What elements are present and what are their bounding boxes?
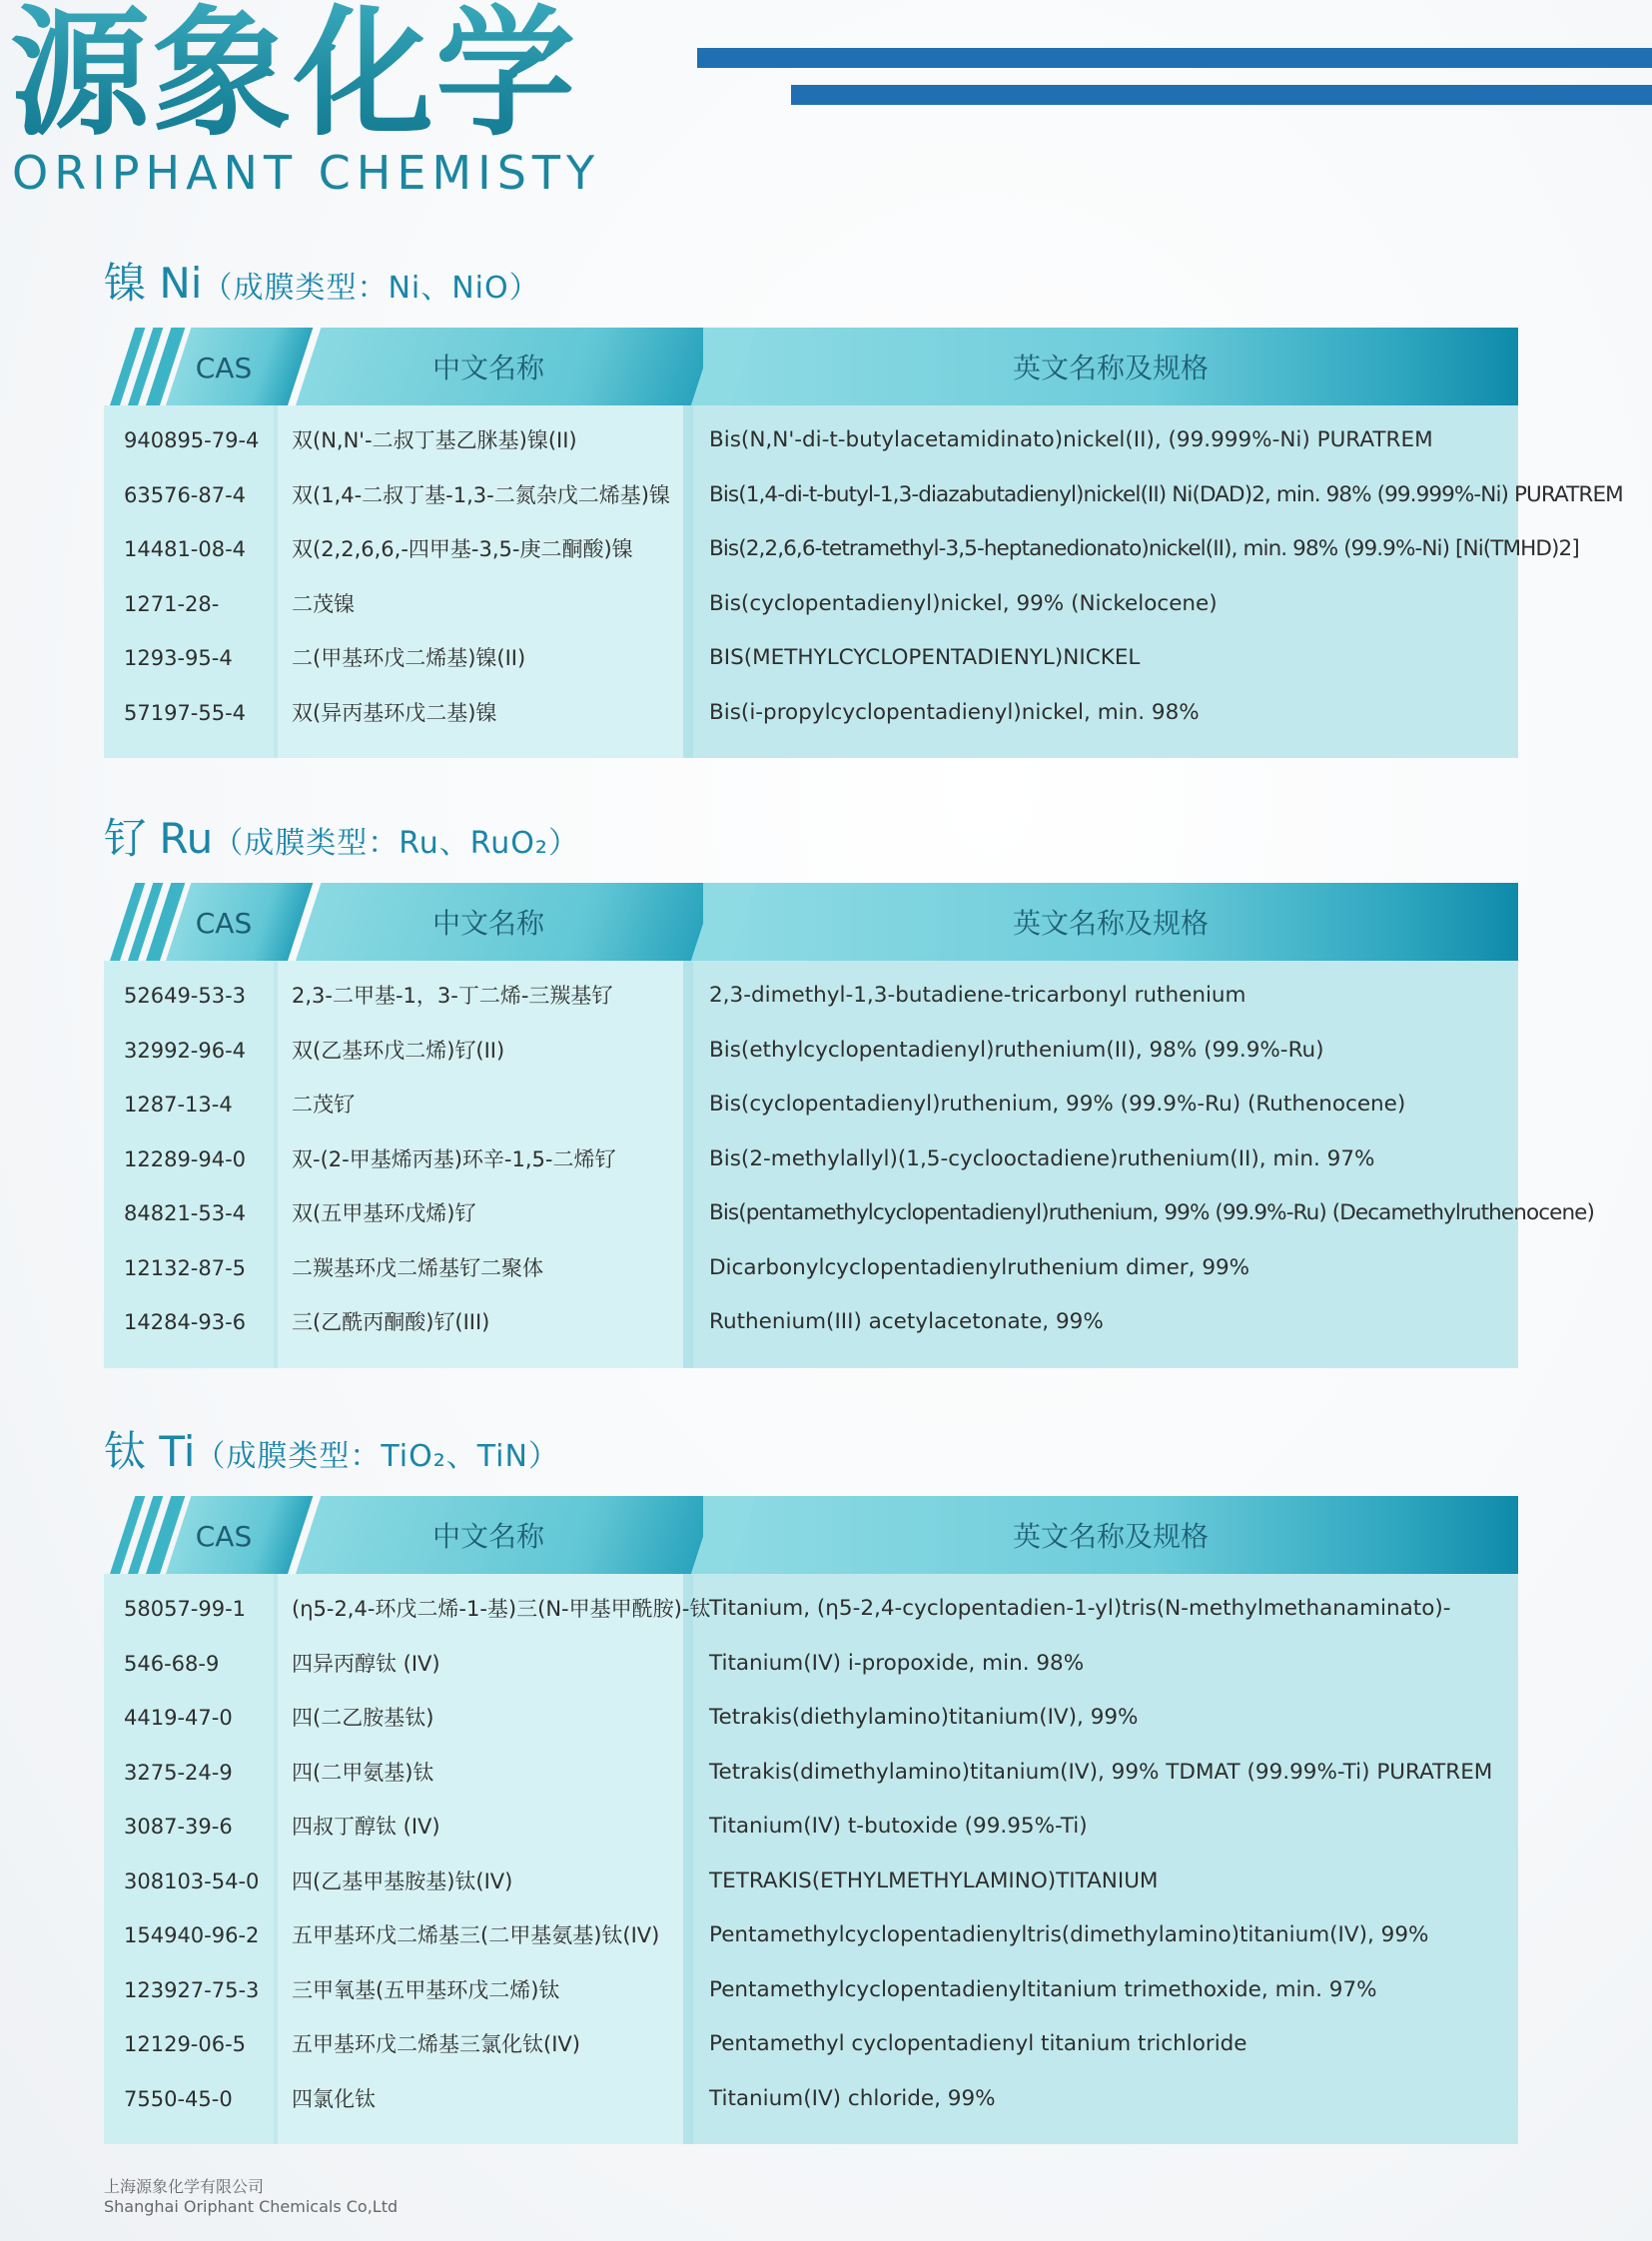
chinese-name: 双(1,4-二叔丁基-1,3-二氮杂戊二烯基)镍 — [292, 482, 670, 507]
cas-number: 12129-06-5 — [124, 2032, 247, 2056]
header-decor-bar — [697, 48, 1652, 68]
cas-number: 14284-93-6 — [124, 1310, 247, 1334]
table-row — [104, 1800, 1518, 1855]
section-title — [104, 811, 579, 872]
header-decor-bar — [791, 85, 1652, 105]
chinese-name: (η5-2,4-环戊二烯-1-基)三(N-甲基甲酰胺)-钛 — [292, 1597, 711, 1621]
table-row — [104, 1295, 1518, 1350]
english-name-spec: Titanium(IV) i-propoxide, min. 98% — [709, 1650, 1085, 1676]
table-row — [104, 468, 1623, 523]
english-name-spec: Bis(cyclopentadienyl)ruthenium, 99% (99.9%-Ru) (Ruthenocene) — [709, 1092, 1406, 1117]
cas-number: 32992-96-4 — [124, 1038, 247, 1063]
header-label-cas: CAS — [195, 1520, 253, 1553]
header-label-cn: 中文名称 — [431, 1520, 544, 1553]
english-name-spec: Bis(2-methylallyl)(1,5-cyclooctadiene)ruthenium(II), min. 97% — [709, 1145, 1375, 1171]
english-name-spec: BIS(METHYLCYCLOPENTADIENYL)NICKEL — [709, 645, 1141, 670]
cas-number: 58057-99-1 — [124, 1597, 247, 1621]
section-title-main: 钌 Ru — [104, 814, 214, 863]
table-row — [104, 1186, 1594, 1241]
table-row — [104, 2017, 1518, 2072]
cas-number: 308103-54-0 — [124, 1868, 260, 1893]
chinese-name: 四(二乙胺基钛) — [292, 1706, 434, 1730]
cas-number: 7550-45-0 — [124, 2086, 233, 2111]
english-name-spec: Titanium(IV) t-butoxide (99.95%-Ti) — [709, 1814, 1088, 1839]
cas-number: 14481-08-4 — [124, 537, 247, 561]
english-name-spec: Titanium(IV) chloride, 99% — [709, 2085, 996, 2111]
table-row — [104, 2072, 1518, 2127]
section-title-sub: （成膜类型：Ni、NiO） — [202, 271, 540, 306]
table-row — [104, 1078, 1518, 1132]
chinese-name: 四氯化钛 — [292, 2086, 376, 2111]
table-row — [104, 1691, 1518, 1746]
english-name-spec: Tetrakis(dimethylamino)titanium(IV), 99% TDMAT (99.99%-Ti) PURATREM — [709, 1759, 1493, 1785]
product-table — [104, 883, 1594, 1368]
cas-number: 4419-47-0 — [124, 1706, 233, 1730]
english-name-spec: Bis(2,2,6,6-tetramethyl-3,5-heptanedionato)nickel(II), min. 98% (99.9%-Ni) [Ni(TMHD)2] — [709, 536, 1579, 561]
english-name-spec: Bis(cyclopentadienyl)nickel, 99% (Nickelocene) — [709, 590, 1218, 616]
brand-logo-en: ORIPHANT CHEMISTY — [12, 146, 601, 200]
cas-number: 12289-94-0 — [124, 1146, 247, 1171]
table-row — [104, 969, 1518, 1024]
table-row — [104, 1963, 1518, 2018]
english-name-spec: Ruthenium(III) acetylacetonate, 99% — [709, 1309, 1104, 1334]
table-header — [104, 328, 1518, 405]
table-row — [104, 1637, 1518, 1692]
product-table — [104, 328, 1623, 758]
chinese-name: 四叔丁醇钛 (IV) — [292, 1815, 440, 1839]
chinese-name: 双(乙基环戊二烯)钌(II) — [292, 1038, 505, 1063]
footer-company-cn: 上海源象化学有限公司 — [104, 2177, 265, 2196]
section-title-main: 镍 Ni — [104, 259, 203, 308]
table-body — [104, 961, 1594, 1368]
cas-number: 84821-53-4 — [124, 1201, 247, 1225]
chinese-name: 2,3-二甲基-1，3-丁二烯-三羰基钌 — [292, 984, 613, 1008]
table-body — [104, 405, 1623, 758]
table-row — [104, 1908, 1518, 1963]
english-name-spec: Bis(pentamethylcyclopentadienyl)ruthenium, 99% (99.9%-Ru) (Decamethylruthenocene) — [709, 1200, 1594, 1225]
header-label-cn: 中文名称 — [431, 352, 544, 384]
table-row — [104, 1582, 1518, 1637]
cas-number: 12132-87-5 — [124, 1255, 247, 1280]
table-body — [104, 1574, 1518, 2144]
product-table — [104, 1496, 1518, 2144]
cas-number: 154940-96-2 — [124, 1923, 260, 1947]
chinese-name: 双(异丙基环戊二基)镍 — [292, 700, 497, 725]
table-header — [104, 1496, 1518, 1574]
chinese-name: 四(乙基甲基胺基)钛(IV) — [292, 1868, 513, 1893]
table-row — [104, 631, 1518, 686]
chinese-name: 四异丙醇钛 (IV) — [292, 1651, 440, 1676]
english-name-spec: Bis(1,4-di-t-butyl-1,3-diazabutadienyl)nickel(II) Ni(DAD)2, min. 98% (99.999%-Ni) PURATREM — [709, 481, 1623, 507]
section-title — [104, 1424, 559, 1485]
chinese-name: 四(二甲氨基)钛 — [292, 1760, 434, 1785]
cas-number: 3087-39-6 — [124, 1815, 233, 1839]
header-label-en: 英文名称及规格 — [1012, 907, 1209, 940]
english-name-spec: Titanium, (η5-2,4-cyclopentadien-1-yl)tris(N-methylmethanaminato)- — [709, 1596, 1451, 1621]
cas-number: 546-68-9 — [124, 1651, 220, 1676]
cas-number: 57197-55-4 — [124, 700, 247, 725]
table-row — [104, 1241, 1518, 1296]
english-name-spec: Bis(i-propylcyclopentadienyl)nickel, min. 98% — [709, 699, 1200, 725]
table-row — [104, 1746, 1518, 1801]
cas-number: 1287-13-4 — [124, 1093, 233, 1117]
header-label-en: 英文名称及规格 — [1012, 1520, 1209, 1553]
cas-number: 940895-79-4 — [124, 428, 260, 452]
chinese-name: 双(N,N'-二叔丁基乙脒基)镍(II) — [292, 428, 577, 452]
header-label-en: 英文名称及规格 — [1012, 352, 1209, 384]
english-name-spec: Dicarbonylcyclopentadienylruthenium dimer, 99% — [709, 1254, 1250, 1280]
cas-number: 52649-53-3 — [124, 984, 247, 1008]
chinese-name: 双(五甲基环戊烯)钌 — [292, 1201, 476, 1225]
table-header — [104, 883, 1518, 961]
table-row — [104, 522, 1579, 577]
section-title-main: 钛 Ti — [104, 1427, 196, 1476]
footer — [104, 2177, 398, 2217]
english-name-spec: Bis(ethylcyclopentadienyl)ruthenium(II), 98% (99.9%-Ru) — [709, 1037, 1324, 1063]
header-label-cas: CAS — [195, 352, 253, 384]
cas-number: 63576-87-4 — [124, 482, 247, 507]
english-name-spec: TETRAKIS(ETHYLMETHYLAMINO)TITANIUM — [709, 1868, 1159, 1893]
footer-company-en: Shanghai Oriphant Chemicals Co,Ltd — [104, 2197, 399, 2216]
english-name-spec: Tetrakis(diethylamino)titanium(IV), 99% — [709, 1705, 1139, 1730]
table-row — [104, 686, 1518, 741]
header-label-cn: 中文名称 — [431, 907, 544, 940]
cas-number: 123927-75-3 — [124, 1977, 260, 2002]
cas-number: 1271-28- — [124, 591, 220, 616]
brand-logo-cn: 源象化学 — [10, 0, 578, 156]
section-title-sub: （成膜类型：TiO₂、TiN） — [195, 1439, 559, 1474]
chinese-name: 五甲基环戊二烯基三(二甲基氨基)钛(IV) — [292, 1923, 660, 1947]
table-row — [104, 1132, 1518, 1187]
english-name-spec: Bis(N,N'-di-t-butylacetamidinato)nickel(II), (99.999%-Ni) PURATREM — [709, 427, 1433, 452]
chinese-name: 三(乙酰丙酮酸)钌(III) — [292, 1310, 490, 1334]
chinese-name: 二茂镍 — [292, 591, 355, 616]
table-row — [104, 577, 1518, 632]
section-title-sub: （成膜类型：Ru、RuO₂） — [213, 826, 579, 861]
chinese-name: 五甲基环戊二烯基三氯化钛(IV) — [292, 2032, 580, 2056]
chinese-name: 三甲氧基(五甲基环戊二烯)钛 — [292, 1977, 560, 2002]
chinese-name: 双(2,2,6,6,-四甲基-3,5-庚二酮酸)镍 — [292, 537, 633, 561]
english-name-spec: Pentamethyl cyclopentadienyl titanium trichloride — [709, 2031, 1247, 2056]
header-label-cas: CAS — [195, 907, 253, 940]
table-row — [104, 413, 1518, 468]
table-row — [104, 1855, 1518, 1909]
chinese-name: 双-(2-甲基烯丙基)环辛-1,5-二烯钌 — [292, 1146, 616, 1171]
cas-number: 3275-24-9 — [124, 1760, 233, 1785]
section-title — [104, 256, 540, 317]
english-name-spec: 2,3-dimethyl-1,3-butadiene-tricarbonyl ruthenium — [709, 983, 1246, 1008]
chinese-name: 二羰基环戊二烯基钌二聚体 — [292, 1255, 543, 1280]
english-name-spec: Pentamethylcyclopentadienyltitanium trimethoxide, min. 97% — [709, 1976, 1377, 2002]
english-name-spec: Pentamethylcyclopentadienyltris(dimethylamino)titanium(IV), 99% — [709, 1922, 1429, 1947]
chinese-name: 二茂钌 — [292, 1093, 355, 1117]
table-row — [104, 1024, 1518, 1079]
chinese-name: 二(甲基环戊二烯基)镍(II) — [292, 646, 526, 670]
cas-number: 1293-95-4 — [124, 646, 233, 670]
